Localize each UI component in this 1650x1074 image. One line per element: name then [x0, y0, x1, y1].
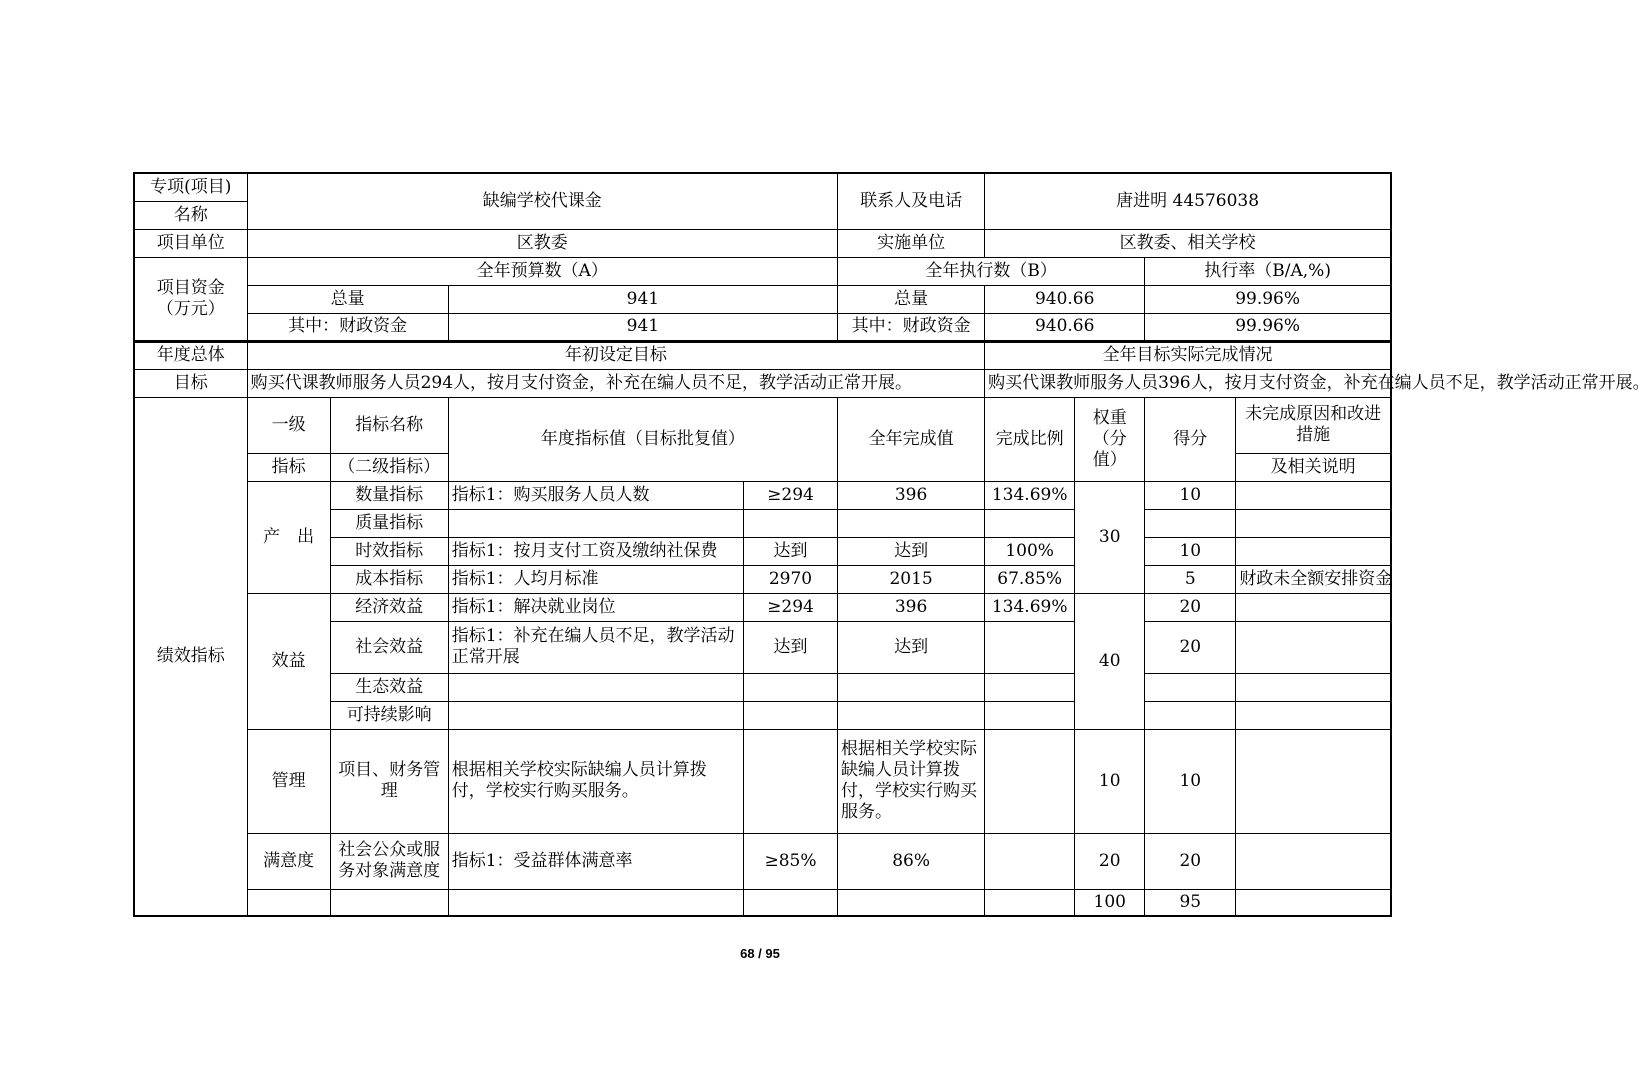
indicator-reason	[1236, 509, 1391, 537]
score-header: 得分	[1145, 397, 1236, 481]
indicators-section-label: 绩效指标	[134, 397, 247, 916]
done-header: 全年完成值	[838, 397, 985, 481]
management-ratio	[985, 729, 1075, 833]
satisfaction-group: 满意度	[247, 833, 330, 889]
total-weight: 100	[1075, 889, 1145, 916]
exec-header: 全年执行数（B）	[838, 257, 1145, 285]
exec-total-label: 总量	[838, 285, 985, 313]
satisfaction-name: 社会公众或服务对象满意度	[330, 833, 448, 889]
indicator-reason	[1236, 593, 1391, 621]
total-empty-2	[330, 889, 448, 916]
contact-label: 联系人及电话	[838, 173, 985, 229]
indicator-name-header-2: （二级指标）	[330, 453, 448, 481]
performance-table	[133, 172, 1650, 917]
budget-header: 全年预算数（A）	[247, 257, 837, 285]
management-weight: 10	[1075, 729, 1145, 833]
indicator-name-header: 指标名称	[330, 397, 448, 453]
goal-set-header: 年初设定目标	[247, 341, 985, 369]
satisfaction-weight: 20	[1075, 833, 1145, 889]
impl-value: 区教委、相关学校	[985, 229, 1391, 257]
project-name-label-2: 名称	[134, 201, 247, 229]
indicator-name: 社会效益	[330, 621, 448, 673]
indicator-done: 396	[838, 481, 985, 509]
fiscal-exec: 940.66	[985, 313, 1145, 341]
impl-label: 实施单位	[838, 229, 985, 257]
indicator-reason	[1236, 621, 1391, 673]
management-name: 项目、财务管理	[330, 729, 448, 833]
benefit-weight: 40	[1075, 593, 1145, 729]
indicator-score	[1145, 509, 1236, 537]
project-name-value: 缺编学校代课金	[247, 173, 837, 229]
indicator-done: 达到	[838, 537, 985, 565]
rate-header: 执行率（B/A,%)	[1145, 257, 1391, 285]
output-weight: 30	[1075, 481, 1145, 593]
goal-actual-text: 购买代课教师服务人员396人，按月支付资金，补充在编人员不足，教学活动正常开展。	[985, 369, 1391, 397]
total-label: 总量	[247, 285, 448, 313]
indicator-name: 经济效益	[330, 593, 448, 621]
indicator-reason: 财政未全额安排资金	[1236, 565, 1391, 593]
indicator-target	[743, 701, 837, 729]
indicator-done	[838, 701, 985, 729]
contact-value: 唐进明 44576038	[985, 173, 1391, 229]
indicator-target: 达到	[743, 621, 837, 673]
indicator-ratio: 134.69%	[985, 593, 1075, 621]
indicator-name: 时效指标	[330, 537, 448, 565]
total-empty-6	[985, 889, 1075, 916]
reason-header	[1236, 397, 1391, 453]
indicator-reason	[1236, 673, 1391, 701]
goal-label: 年度总体	[134, 341, 247, 369]
management-target	[743, 729, 837, 833]
ratio-header: 完成比例	[985, 397, 1075, 481]
total-budget: 941	[448, 285, 837, 313]
indicator-desc	[448, 509, 743, 537]
indicator-score: 10	[1145, 537, 1236, 565]
output-group: 产 出	[247, 481, 330, 593]
indicator-score: 10	[1145, 481, 1236, 509]
target-header: 年度指标值（目标批复值）	[448, 397, 837, 481]
indicator-done: 达到	[838, 621, 985, 673]
indicator-ratio: 134.69%	[985, 481, 1075, 509]
goal-actual-header: 全年目标实际完成情况	[985, 341, 1391, 369]
indicator-target: ≥294	[743, 593, 837, 621]
satisfaction-score: 20	[1145, 833, 1236, 889]
indicator-ratio	[985, 673, 1075, 701]
total-score: 95	[1145, 889, 1236, 916]
project-name-label: 专项(项目)	[134, 173, 247, 201]
indicator-ratio: 67.85%	[985, 565, 1075, 593]
reason-header-line3: 及相关说明	[1236, 453, 1391, 481]
goal-set-text: 购买代课教师服务人员294人，按月支付资金，补充在编人员不足，教学活动正常开展。	[247, 369, 985, 397]
indicator-ratio: 100%	[985, 537, 1075, 565]
satisfaction-target: ≥85%	[743, 833, 837, 889]
total-empty-4	[743, 889, 837, 916]
goal-label-2: 目标	[134, 369, 247, 397]
management-group: 管理	[247, 729, 330, 833]
indicator-reason	[1236, 481, 1391, 509]
indicator-target	[743, 509, 837, 537]
indicator-desc: 指标1：按月支付工资及缴纳社保费	[448, 537, 743, 565]
management-desc: 根据相关学校实际缺编人员计算拨付，学校实行购买服务。	[448, 729, 743, 833]
indicator-desc	[448, 701, 743, 729]
funds-label-line2: （万元）	[156, 298, 225, 319]
indicator-ratio	[985, 621, 1075, 673]
total-empty-5	[838, 889, 985, 916]
satisfaction-desc: 指标1：受益群体满意率	[448, 833, 743, 889]
page-number: 68 / 95	[740, 946, 780, 961]
level1-header-2: 指标	[247, 453, 330, 481]
indicator-name: 成本指标	[330, 565, 448, 593]
fiscal-rate: 99.96%	[1145, 313, 1391, 341]
management-done: 根据相关学校实际缺编人员计算拨付，学校实行购买服务。	[838, 729, 985, 833]
indicator-ratio	[985, 701, 1075, 729]
indicator-name: 质量指标	[330, 509, 448, 537]
total-exec: 940.66	[985, 285, 1145, 313]
unit-value: 区教委	[247, 229, 837, 257]
indicator-done: 2015	[838, 565, 985, 593]
funds-label	[134, 257, 247, 341]
indicator-reason	[1236, 701, 1391, 729]
satisfaction-ratio	[985, 833, 1075, 889]
indicator-reason	[1236, 537, 1391, 565]
benefit-group: 效益	[247, 593, 330, 729]
indicator-target: 2970	[743, 565, 837, 593]
indicator-desc: 指标1：购买服务人员人数	[448, 481, 743, 509]
indicator-desc: 指标1：人均月标准	[448, 565, 743, 593]
total-empty-7	[1236, 889, 1391, 916]
indicator-ratio	[985, 509, 1075, 537]
indicator-name: 数量指标	[330, 481, 448, 509]
exec-fiscal-label: 其中：财政资金	[838, 313, 985, 341]
indicator-score: 20	[1145, 593, 1236, 621]
indicator-done	[838, 509, 985, 537]
total-empty-3	[448, 889, 743, 916]
weight-header-line3: 值）	[1092, 449, 1127, 470]
indicator-target	[743, 673, 837, 701]
indicator-desc	[448, 673, 743, 701]
satisfaction-reason	[1236, 833, 1391, 889]
management-score: 10	[1145, 729, 1236, 833]
total-rate: 99.96%	[1145, 285, 1391, 313]
indicator-desc: 指标1：补充在编人员不足，教学活动正常开展	[448, 621, 743, 673]
indicator-score	[1145, 701, 1236, 729]
indicator-score	[1145, 673, 1236, 701]
indicator-score: 20	[1145, 621, 1236, 673]
indicator-target: ≥294	[743, 481, 837, 509]
indicator-score: 5	[1145, 565, 1236, 593]
indicator-done	[838, 673, 985, 701]
management-reason	[1236, 729, 1391, 833]
unit-label: 项目单位	[134, 229, 247, 257]
fiscal-budget: 941	[448, 313, 837, 341]
weight-header-line1: 权重	[1092, 407, 1127, 428]
satisfaction-done: 86%	[838, 833, 985, 889]
indicator-name: 可持续影响	[330, 701, 448, 729]
indicator-desc: 指标1：解决就业岗位	[448, 593, 743, 621]
reason-header-line2: 措施	[1296, 425, 1331, 445]
level1-header: 一级	[247, 397, 330, 453]
fiscal-label: 其中：财政资金	[247, 313, 448, 341]
weight-header	[1075, 397, 1145, 481]
funds-label-line1: 项目资金	[156, 277, 225, 298]
reason-header-line1: 未完成原因和改进	[1245, 404, 1382, 424]
indicator-name: 生态效益	[330, 673, 448, 701]
total-empty-1	[247, 889, 330, 916]
weight-header-line2: （分	[1092, 428, 1127, 449]
indicator-done: 396	[838, 593, 985, 621]
indicator-target: 达到	[743, 537, 837, 565]
